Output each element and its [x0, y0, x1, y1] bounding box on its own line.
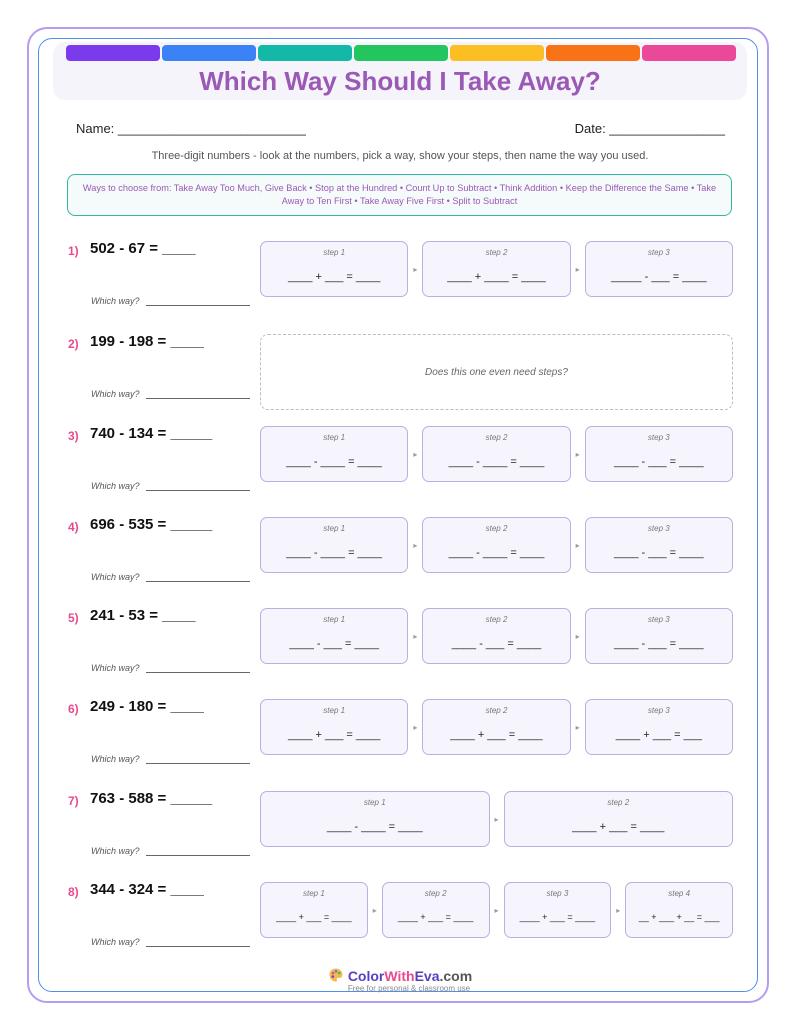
- steps-area: [260, 698, 733, 756]
- no-steps-box[interactable]: [260, 334, 733, 410]
- date-field[interactable]: Date: ________________: [574, 121, 725, 136]
- step-box[interactable]: [422, 426, 570, 482]
- arrow-right-icon: ▸: [413, 631, 418, 641]
- steps-area: [260, 240, 733, 298]
- which-way-row: [91, 296, 250, 306]
- step-box[interactable]: [585, 608, 733, 664]
- step-label: step 2: [485, 248, 508, 257]
- which-way-answer-line[interactable]: [146, 572, 250, 582]
- steps-area: [260, 607, 733, 665]
- step-label: step 2: [485, 433, 508, 442]
- step-equation: _____ - ___ = ____: [610, 271, 707, 283]
- arrow-right-icon: ▸: [413, 540, 418, 550]
- step-label: step 1: [323, 248, 346, 257]
- arrow-right-icon: ▸: [494, 814, 499, 824]
- step-box[interactable]: [382, 882, 490, 938]
- problem-expression: 763 - 588 = _____: [90, 790, 213, 807]
- step-equation: ____ + ___ = ____: [450, 729, 543, 741]
- step-label: step 2: [485, 706, 508, 715]
- step-label: step 2: [607, 798, 630, 807]
- no-steps-note: Does this one even need steps?: [425, 366, 568, 378]
- step-box[interactable]: [260, 426, 408, 482]
- which-way-row: [91, 937, 250, 947]
- step-equation: ____ + ___ = ____: [397, 912, 474, 922]
- brand-part-with: With: [384, 968, 415, 984]
- step-box[interactable]: [585, 517, 733, 573]
- problem-expression: 502 - 67 = ____: [90, 240, 196, 257]
- step-equation: ____ - ___ = ____: [614, 638, 704, 650]
- problem-expression: 241 - 53 = ____: [90, 607, 196, 624]
- which-way-label: Which way?: [91, 846, 140, 856]
- step-box[interactable]: [260, 517, 408, 573]
- step-label: step 1: [323, 524, 346, 533]
- which-way-row: [91, 846, 250, 856]
- which-way-answer-line[interactable]: [146, 937, 250, 947]
- step-equation: ____ + ___ = ____: [519, 912, 596, 922]
- problem-number: 8): [68, 885, 79, 899]
- step-box[interactable]: [260, 882, 368, 938]
- name-field[interactable]: Name: __________________________: [76, 121, 306, 136]
- footer-tagline: Free for personal & classroom use: [347, 984, 471, 993]
- step-equation: ____ - ___ = ____: [451, 638, 542, 650]
- problem-row: [0, 790, 800, 870]
- which-way-label: Which way?: [91, 572, 140, 582]
- color-stripe: [450, 45, 544, 61]
- which-way-row: [91, 663, 250, 673]
- steps-area: [260, 425, 733, 483]
- step-box[interactable]: [585, 426, 733, 482]
- step-equation: ____ - ____ = ____: [286, 547, 383, 559]
- step-label: step 1: [302, 889, 325, 898]
- which-way-row: [91, 389, 250, 399]
- which-way-row: [91, 754, 250, 764]
- step-box[interactable]: [422, 517, 570, 573]
- problem-row: [0, 425, 800, 505]
- which-way-answer-line[interactable]: [146, 754, 250, 764]
- step-equation: ____ + ___ = ____: [287, 271, 381, 283]
- arrow-right-icon: ▸: [616, 905, 621, 915]
- problem-number: 7): [68, 794, 79, 808]
- step-equation: ____ + ___ = ____: [572, 821, 665, 833]
- step-box[interactable]: [422, 608, 570, 664]
- ways-box: [67, 174, 732, 216]
- problem-number: 5): [68, 611, 79, 625]
- step-equation: __ + ___ + __ = ___: [638, 912, 720, 922]
- steps-area: [260, 790, 733, 848]
- step-label: step 3: [546, 889, 569, 898]
- step-label: step 3: [647, 524, 670, 533]
- color-stripe: [162, 45, 256, 61]
- step-equation: ____ + ___ = ____: [287, 729, 381, 741]
- step-label: step 1: [363, 798, 386, 807]
- step-label: step 2: [485, 615, 508, 624]
- step-box[interactable]: [260, 241, 408, 297]
- step-equation: ____ - ___ = ____: [614, 456, 704, 468]
- problem-number: 1): [68, 244, 79, 258]
- problem-expression: 344 - 324 = ____: [90, 881, 204, 898]
- steps-area: [260, 516, 733, 574]
- step-box[interactable]: [260, 791, 490, 847]
- brand-part-color: Color: [347, 968, 385, 984]
- ways-text: Ways to choose from: Take Away Too Much, Give Back • Stop at the Hundred • Count Up to Subtract • Think Addition • Keep the Difference the Same • Take Away to Ten First • Take Away Five First • Split to Subtract: [82, 183, 717, 206]
- arrow-right-icon: ▸: [575, 722, 580, 732]
- step-box[interactable]: [260, 699, 408, 755]
- color-stripe: [642, 45, 736, 61]
- color-stripes: [66, 45, 736, 61]
- problem-row: [0, 607, 800, 687]
- step-box[interactable]: [625, 882, 733, 938]
- problem-number: 3): [68, 429, 79, 443]
- arrow-right-icon: ▸: [575, 540, 580, 550]
- palette-icon: [328, 967, 344, 983]
- step-label: step 3: [647, 615, 670, 624]
- step-label: step 3: [647, 248, 670, 257]
- which-way-row: [91, 572, 250, 582]
- step-label: step 3: [647, 433, 670, 442]
- color-stripe: [258, 45, 352, 61]
- arrow-right-icon: ▸: [494, 905, 499, 915]
- step-box[interactable]: [504, 791, 734, 847]
- steps-area: [260, 881, 733, 939]
- color-stripe: [66, 45, 160, 61]
- step-equation: ____ + ___ = ____: [276, 912, 352, 922]
- step-box[interactable]: [504, 882, 612, 938]
- step-label: step 4: [668, 889, 691, 898]
- which-way-answer-line[interactable]: [146, 663, 250, 673]
- step-label: step 1: [323, 706, 346, 715]
- which-way-label: Which way?: [91, 937, 140, 947]
- problem-expression: 249 - 180 = ____: [90, 698, 204, 715]
- problem-expression: 199 - 198 = ____: [90, 333, 204, 350]
- problem-row: [0, 240, 800, 320]
- which-way-answer-line[interactable]: [146, 481, 250, 491]
- which-way-label: Which way?: [91, 389, 140, 399]
- steps-area: [260, 333, 733, 411]
- which-way-label: Which way?: [91, 663, 140, 673]
- arrow-right-icon: ▸: [372, 905, 377, 915]
- step-equation: ____ - ___ = ____: [289, 638, 379, 650]
- problem-row: [0, 881, 800, 961]
- brand-part-eva: Eva: [414, 968, 440, 984]
- step-label: step 3: [647, 706, 670, 715]
- step-equation: ____ - ____ = ____: [448, 456, 545, 468]
- footer: [0, 967, 800, 993]
- which-way-answer-line[interactable]: [146, 296, 250, 306]
- step-equation: ____ + ___ = ___: [615, 729, 702, 741]
- step-equation: ____ - ____ = ____: [326, 821, 423, 833]
- arrow-right-icon: ▸: [575, 449, 580, 459]
- problem-row: [0, 333, 800, 413]
- problem-expression: 696 - 535 = _____: [90, 516, 213, 533]
- which-way-row: [91, 481, 250, 491]
- problem-number: 4): [68, 520, 79, 534]
- which-way-answer-line[interactable]: [146, 846, 250, 856]
- which-way-label: Which way?: [91, 296, 140, 306]
- color-stripe: [546, 45, 640, 61]
- page-title: Which Way Should I Take Away?: [199, 66, 601, 96]
- step-box[interactable]: [422, 699, 570, 755]
- problem-row: [0, 516, 800, 596]
- instructions: Three-digit numbers - look at the numbers, pick a way, show your steps, then name the way you used.: [151, 150, 649, 162]
- step-box[interactable]: [260, 608, 408, 664]
- brand-logo: [0, 967, 800, 984]
- which-way-answer-line[interactable]: [146, 389, 250, 399]
- brand-part-domain: .com: [439, 968, 473, 984]
- arrow-right-icon: ▸: [575, 264, 580, 274]
- step-equation: ____ - ____ = ____: [286, 456, 383, 468]
- step-equation: ____ - ___ = ____: [614, 547, 704, 559]
- step-box[interactable]: [422, 241, 570, 297]
- step-equation: ____ - ____ = ____: [448, 547, 545, 559]
- step-box[interactable]: [585, 699, 733, 755]
- problem-expression: 740 - 134 = _____: [90, 425, 213, 442]
- step-label: step 2: [424, 889, 447, 898]
- step-box[interactable]: [585, 241, 733, 297]
- step-label: step 2: [485, 524, 508, 533]
- problem-row: [0, 698, 800, 778]
- arrow-right-icon: ▸: [413, 449, 418, 459]
- problem-number: 2): [68, 337, 79, 351]
- arrow-right-icon: ▸: [575, 631, 580, 641]
- color-stripe: [354, 45, 448, 61]
- which-way-label: Which way?: [91, 481, 140, 491]
- which-way-label: Which way?: [91, 754, 140, 764]
- step-label: step 1: [323, 615, 346, 624]
- step-equation: ____ + ____ = ____: [447, 271, 546, 283]
- problem-number: 6): [68, 702, 79, 716]
- arrow-right-icon: ▸: [413, 722, 418, 732]
- step-label: step 1: [323, 433, 346, 442]
- arrow-right-icon: ▸: [413, 264, 418, 274]
